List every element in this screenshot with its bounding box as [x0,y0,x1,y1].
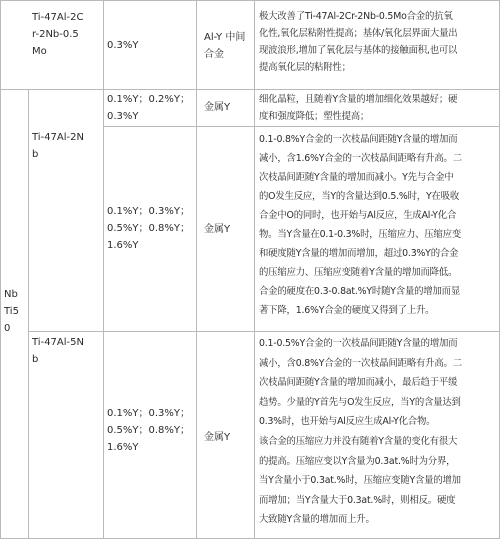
grid-line [29,331,500,332]
group-label-cell: Nb Ti5 0 [4,289,19,334]
grid-line [0,0,500,1]
alloy-cell: Ti-47Al-2N b [32,132,84,160]
addition-form-cell: Al-Y 中间 合金 [204,32,246,60]
y-content-cell: 0.1%Y；0.3%Y； 0.5%Y；0.8%Y； 1.6%Y [107,408,191,453]
grid-line [0,89,500,90]
addition-form-cell: 金属Y [204,102,231,113]
effect-cell: 极大改善了Ti-47Al-2Cr-2Nb-0.5Mo合金的抗氧 化性,氧化层粘附性提高；基体/氧化层界面大量出 现波浪形,增加了氧化层与基体的接触面积,也可以 提高氧化层的粘附性； [259,11,458,73]
grid-line [0,0,1,539]
alloy-cell: Ti-47Al-5N b [32,337,84,365]
grid-line [254,0,255,539]
grid-line [196,0,197,539]
addition-form-cell: 金属Y [204,432,231,443]
addition-form-cell: 金属Y [204,224,231,235]
effect-cell: 0.1-0.8%Y合金的一次枝晶间距随Y含量的增加而 减小，含1.6%Y合金的一次枝晶间距略有升高。二 次枝晶间距随Y含量的增加而减小。Y先与合金中 的O发生反应，当Y的含量达到0.5.%时，Y在吸收 合金中O的同时，也开始与Al反应，生成Al-Y化合 物。当Y含量在0.1-0.3%时，压缩应力、压缩应变 和硬度随Y含量的增加而增加，超过0.3%Y的合金 的压缩应力、压缩应变随着Y含量的增加而降低。 合金的硬度在0.3-0.8at.%Y时随Y含量的增加而显 著下降，1.6%Y合金的硬度又得到了上升。 [259,134,462,316]
alloy-cell: Ti-47Al-2C r-2Nb-0.5 Mo [32,12,84,57]
y-content-cell: 0.1%Y；0.2%Y； 0.3%Y [107,94,191,122]
effect-cell: 细化晶粒，且随着Y含量的增加细化效果越好；硬 度和强度降低；塑性提高； [259,94,458,122]
grid-line [104,126,500,127]
grid-line [28,89,29,539]
y-content-cell: 0.1%Y；0.3%Y； 0.5%Y；0.8%Y； 1.6%Y [107,206,191,251]
grid-line [103,0,104,539]
y-content-cell: 0.3%Y [107,40,139,51]
effect-cell: 0.1-0.5%Y合金的一次枝晶间距随Y含量的增加而 减小，含0.8%Y合金的一次枝晶间距略有升高。二 次枝晶间距随Y含量的增加而减小，最后趋于平缓 趋势。少量的Y首先与O发生反应，当Y的含量达到 0.3%时，也开始与Al反应生成Al-Y化合物。 该合金的压缩应力并没有随着Y含量的变化有很大 的提高。压缩应变以Y含量为0.3at.%时为分界， 当Y含量小于0.3at.%时，压缩应变随Y含量的增加 而增加；当Y含量大于0.3at.%时，则相反。硬度 大致随Y含量的增加而上升。 [259,338,462,526]
